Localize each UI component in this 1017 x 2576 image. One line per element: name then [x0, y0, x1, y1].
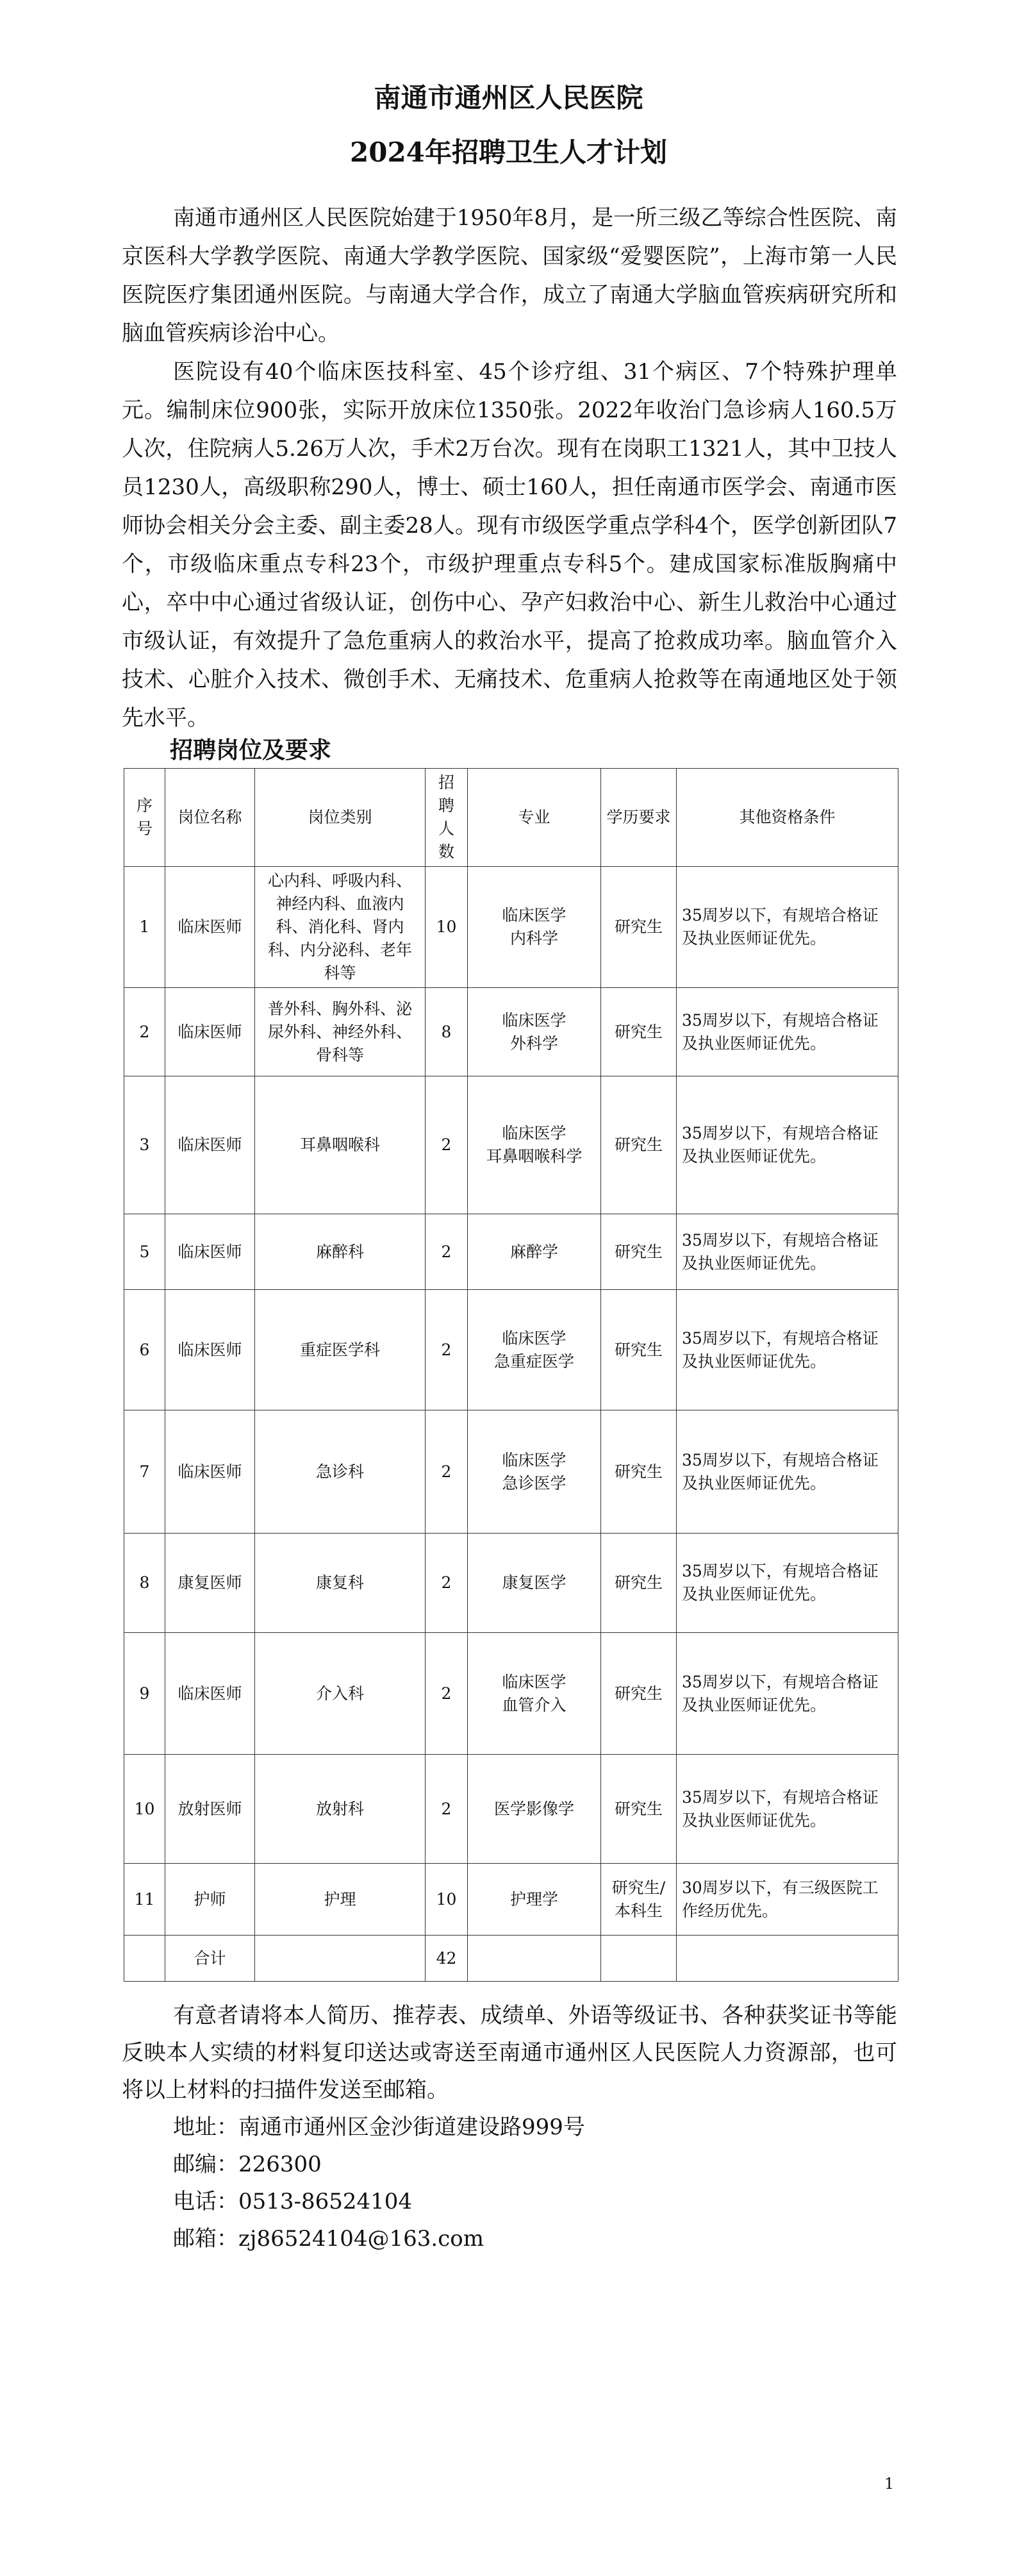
cell-other: 30周岁以下，有三级医院工作经历优先。: [677, 1864, 898, 1936]
total-count: 42: [426, 1936, 468, 1982]
cell-education: 研究生: [601, 1534, 677, 1633]
cell-major: [468, 1936, 601, 1982]
total-label: 合计: [165, 1936, 255, 1982]
table-row: [124, 1633, 898, 1755]
table-total-row: [124, 1936, 898, 1982]
cell-no: 7: [124, 1410, 165, 1534]
table-row: [124, 1410, 898, 1534]
cell-education: 研究生: [601, 1755, 677, 1864]
table-row: [124, 1214, 898, 1290]
header-education: 学历要求: [601, 769, 677, 867]
cell-education: 研究生: [601, 1214, 677, 1290]
cell-position: 临床医师: [165, 1076, 255, 1214]
header-count: 招聘人数: [426, 769, 468, 867]
cell-major: 护理学: [468, 1864, 601, 1936]
table-header-row: [124, 769, 898, 867]
cell-position: 康复医师: [165, 1534, 255, 1633]
cell-count: 2: [426, 1290, 468, 1410]
contact-phone: 电话：0513-86524104: [173, 2189, 413, 2214]
cell-category: [255, 1936, 426, 1982]
cell-major: 临床医学 急重症医学: [468, 1290, 601, 1410]
cell-education: [601, 1936, 677, 1982]
cell-position: 临床医师: [165, 1410, 255, 1534]
cell-count: 10: [426, 867, 468, 988]
cell-education: 研究生: [601, 1410, 677, 1534]
cell-major: 临床医学 内科学: [468, 867, 601, 988]
cell-count: 2: [426, 1410, 468, 1534]
cell-category: 放射科: [255, 1755, 426, 1864]
cell-major: 康复医学: [468, 1534, 601, 1633]
header-major: 专业: [468, 769, 601, 867]
recruitment-table: [124, 768, 898, 1982]
cell-other: 35周岁以下，有规培合格证及执业医师证优先。: [677, 1410, 898, 1534]
table-row: [124, 1534, 898, 1633]
cell-category: 护理: [255, 1864, 426, 1936]
cell-position: 护师: [165, 1864, 255, 1936]
cell-category: 心内科、呼吸内科、神经内科、血液内科、消化科、肾内科、内分泌科、老年科等: [255, 867, 426, 988]
cell-position: 临床医师: [165, 1214, 255, 1290]
cell-count: 10: [426, 1864, 468, 1936]
cell-no: 5: [124, 1214, 165, 1290]
cell-category: 介入科: [255, 1633, 426, 1755]
table-row: [124, 867, 898, 988]
table-row: [124, 1076, 898, 1214]
cell-position: 临床医师: [165, 1290, 255, 1410]
cell-category: 麻醉科: [255, 1214, 426, 1290]
cell-major: 临床医学 急诊医学: [468, 1410, 601, 1534]
cell-other: 35周岁以下，有规培合格证及执业医师证优先。: [677, 1076, 898, 1214]
page-number: 1: [884, 2475, 895, 2493]
cell-other: 35周岁以下，有规培合格证及执业医师证优先。: [677, 1633, 898, 1755]
cell-major: 临床医学 耳鼻咽喉科学: [468, 1076, 601, 1214]
cell-education: 研究生/本科生: [601, 1864, 677, 1936]
section-title: 招聘岗位及要求: [170, 737, 332, 764]
cell-no: [124, 1936, 165, 1982]
cell-other: 35周岁以下，有规培合格证及执业医师证优先。: [677, 1290, 898, 1410]
cell-education: 研究生: [601, 867, 677, 988]
header-position: 岗位名称: [165, 769, 255, 867]
cell-category: 普外科、胸外科、泌尿外科、神经外科、骨科等: [255, 988, 426, 1076]
page-subtitle: 2024年招聘卫生人才计划: [350, 137, 667, 168]
table-row: [124, 1864, 898, 1936]
cell-no: 9: [124, 1633, 165, 1755]
cell-no: 11: [124, 1864, 165, 1936]
cell-count: 2: [426, 1076, 468, 1214]
table-row: [124, 1755, 898, 1864]
cell-position: 临床医师: [165, 867, 255, 988]
table-row: [124, 1290, 898, 1410]
page-title: 南通市通州区人民医院: [374, 82, 643, 113]
contact-address: 地址：南通市通州区金沙街道建设路999号: [173, 2114, 585, 2140]
contact-postcode: 邮编：226300: [173, 2152, 322, 2177]
cell-no: 8: [124, 1534, 165, 1633]
cell-major: 临床医学 外科学: [468, 988, 601, 1076]
contact-section: [122, 1997, 897, 2257]
cell-no: 1: [124, 867, 165, 988]
cell-category: 耳鼻咽喉科: [255, 1076, 426, 1214]
cell-other: 35周岁以下，有规培合格证及执业医师证优先。: [677, 1534, 898, 1633]
cell-major: 医学影像学: [468, 1755, 601, 1864]
cell-category: 康复科: [255, 1534, 426, 1633]
cell-other: 35周岁以下，有规培合格证及执业医师证优先。: [677, 867, 898, 988]
cell-count: 2: [426, 1214, 468, 1290]
cell-position: 临床医师: [165, 988, 255, 1076]
cell-position: 临床医师: [165, 1633, 255, 1755]
cell-count: 8: [426, 988, 468, 1076]
cell-other: [677, 1936, 898, 1982]
table-row: [124, 988, 898, 1076]
cell-count: 2: [426, 1534, 468, 1633]
cell-education: 研究生: [601, 988, 677, 1076]
contact-email: 邮箱：zj86524104@163.com: [173, 2226, 484, 2252]
cell-no: 2: [124, 988, 165, 1076]
header-category: 岗位类别: [255, 769, 426, 867]
header-other: 其他资格条件: [677, 769, 898, 867]
cell-count: 2: [426, 1755, 468, 1864]
cell-no: 10: [124, 1755, 165, 1864]
header-no: 序号: [124, 769, 165, 867]
cell-education: 研究生: [601, 1290, 677, 1410]
cell-category: 重症医学科: [255, 1290, 426, 1410]
contact-intro: 有意者请将本人简历、推荐表、成绩单、外语等级证书、各种获奖证书等能反映本人实绩的材料复印送达或寄送至南通市通州区人民医院人力资源部，也可将以上材料的扫描件发送至邮箱。: [122, 2003, 897, 2103]
cell-major: 临床医学 血管介入: [468, 1633, 601, 1755]
cell-no: 6: [124, 1290, 165, 1410]
intro-paragraph-1: 南通市通州区人民医院始建于1950年8月，是一所三级乙等综合性医院、南京医科大学教学医院、南通大学教学医院、国家级“爱婴医院”，上海市第一人民医院医疗集团通州医院。与南通大学合作，成立了南通大学脑血管疾病研究所和脑血管疾病诊治中心。: [122, 205, 897, 346]
cell-count: 2: [426, 1633, 468, 1755]
cell-education: 研究生: [601, 1076, 677, 1214]
cell-education: 研究生: [601, 1633, 677, 1755]
cell-major: 麻醉学: [468, 1214, 601, 1290]
cell-position: 放射医师: [165, 1755, 255, 1864]
cell-other: 35周岁以下，有规培合格证及执业医师证优先。: [677, 1214, 898, 1290]
cell-other: 35周岁以下，有规培合格证及执业医师证优先。: [677, 988, 898, 1076]
cell-other: 35周岁以下，有规培合格证及执业医师证优先。: [677, 1755, 898, 1864]
cell-category: 急诊科: [255, 1410, 426, 1534]
cell-no: 3: [124, 1076, 165, 1214]
intro-paragraph-2: 医院设有40个临床医技科室、45个诊疗组、31个病区、7个特殊护理单元。编制床位900张，实际开放床位1350张。2022年收治门急诊病人160.5万人次，住院病人5.26万人次，手术2万台次。现有在岗职工1321人，其中卫技人员1230人，高级职称290人，博士、硕士160人，担任南通市医学会、南通市医师协会相关分会主委、副主委28人。现有市级医学重点学科4个，医学创新团队7个，市级临床重点专科23个，市级护理重点专科5个。建成国家标准版胸痛中心，卒中中心通过省级认证，创伤中心、孕产妇救治中心、新生儿救治中心通过市级认证，有效提升了急危重病人的救治水平，提高了抢救成功率。脑血管介入技术、心脏介入技术、微创手术、无痛技术、危重病人抢救等在南通地区处于领先水平。: [122, 359, 897, 731]
